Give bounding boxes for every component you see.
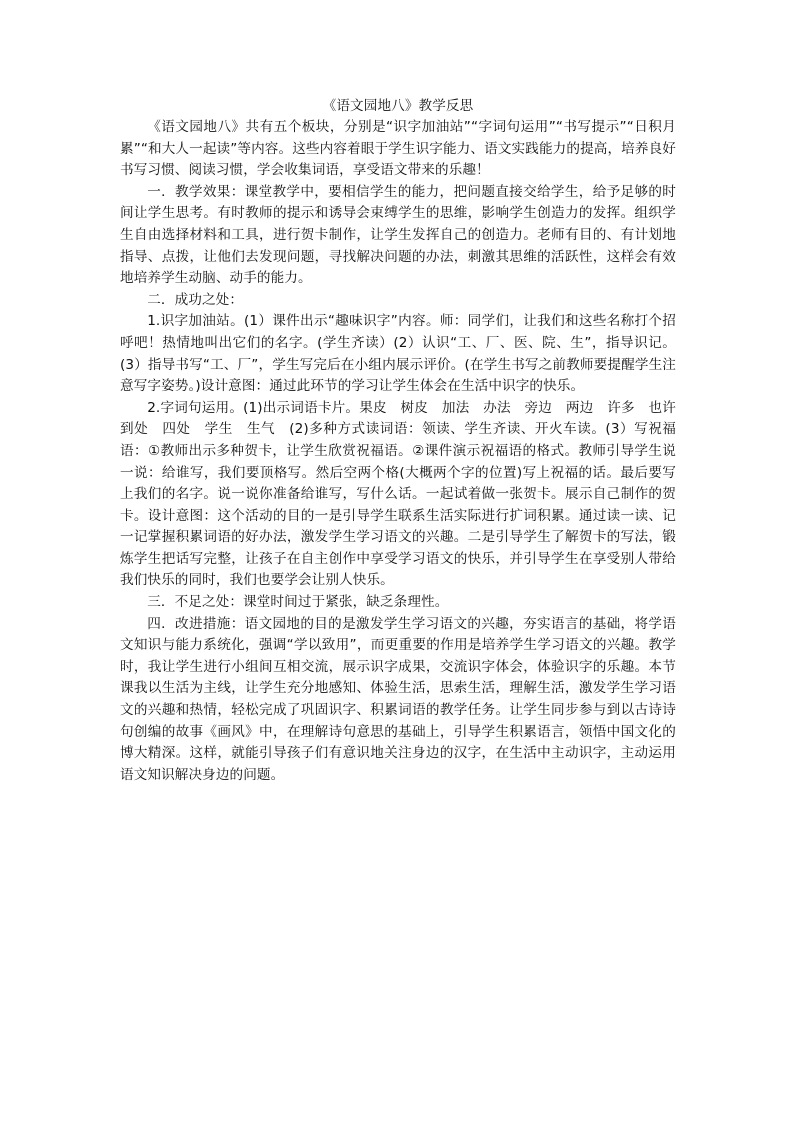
paragraph-intro: 《语文园地八》共有五个板块，分别是“识字加油站”“字词句运用”“书写提示”“日积月累”“和大人一起读”等内容。这些内容着眼于学生识字能力、语文实践能力的提高，培养良好书写习惯、阅读习惯，学会收集词语，享受语文带来的乐趣！ [120, 119, 676, 179]
paragraph-shortcomings: 三．不足之处：课堂时间过于紧张，缺乏条理性。 [147, 594, 449, 611]
paragraph-teaching-effect: 一．教学效果：课堂教学中，要相信学生的能力，把问题直接交给学生，给予足够的时间让学生思考。有时教师的提示和诱导会束缚学生的思维，影响学生创造力的发挥。组织学生自由选择材料和工具，进行贺卡制作，让学生发挥自己的创造力。老师有目的、有计划地指导、点拨，让他们去发现问题，寻找解决问题的办法，刺激其思维的活跃性，这样会有效地培养学生动脑、动手的能力。 [120, 183, 676, 287]
document-page [120, 96, 690, 786]
paragraph-word-usage: 2.字词句运用。(1)出示词语卡片。果皮 树皮 加法 办法 旁边 两边 许多 也许 到处 四处 学生 生气 (2)多种方式读词语：领读、学生齐读、开火车读。(3）写祝福语：①教师出示多种贺卡，让学生欣赏祝福语。②课件演示祝福语的格式。教师引导学生说一说：给谁写，我们要顶格写。然后空两个格(大概两个字的位置)写上祝福的话。最后要写上我们的名字。说一说你准备给谁写，写什么话。一起试着做一张贺卡。展示自己制作的贺卡。设计意图：这个活动的目的一是引导学生联系生活实际进行扩词积累。通过读一读、记一记掌握积累词语的好办法，激发学生学习语文的兴趣。二是引导学生了解贺卡的写法，锻炼学生把话写完整，让孩子在自主创作中享受学习语文的快乐，并引导学生在享受别人带给我们快乐的同时，我们也要学会让别人快乐。 [120, 399, 690, 589]
paragraph-success-heading: 二．成功之处： [147, 291, 244, 308]
document-title: 《语文园地八》教学反思 [322, 98, 474, 114]
paragraph-improvements: 四．改进措施：语文园地的目的是激发学生学习语文的兴趣，夯实语言的基础，将学语文知识与能力系统化，强调“学以致用”，而更重要的作用是培养学生学习语文的兴趣。教学时，我让学生进行小组间互相交流，展示识字成果，交流识字体会，体验识字的乐趣。本节课我以生活为主线，让学生充分地感知、体验生活，思索生活，理解生活，激发学生学习语文的兴趣和热情，轻松完成了巩固识字、积累词语的教学任务。让学生同步参与到以古诗诗句创编的故事《画风》中，在理解诗句意思的基础上，引导学生积累语言，领悟中国文化的博大精深。这样，就能引导孩子们有意识地关注身边的汉字，在生活中主动识字，主动运用语文知识解决身边的问题。 [120, 615, 676, 783]
paragraph-literacy-station: 1.识字加油站。(1）课件出示“趣味识字”内容。师：同学们，让我们和这些名称打个招呼吧！热情地叫出它们的名字。(学生齐读）(2）认识“工、厂、医、院、生”，指导识记。(3）指导书写“工、厂”，学生写完后在小组内展示评价。(在学生书写之前教师要提醒学生注意写字姿势。)设计意图：通过此环节的学习让学生体会在生活中识字的快乐。 [120, 313, 676, 395]
